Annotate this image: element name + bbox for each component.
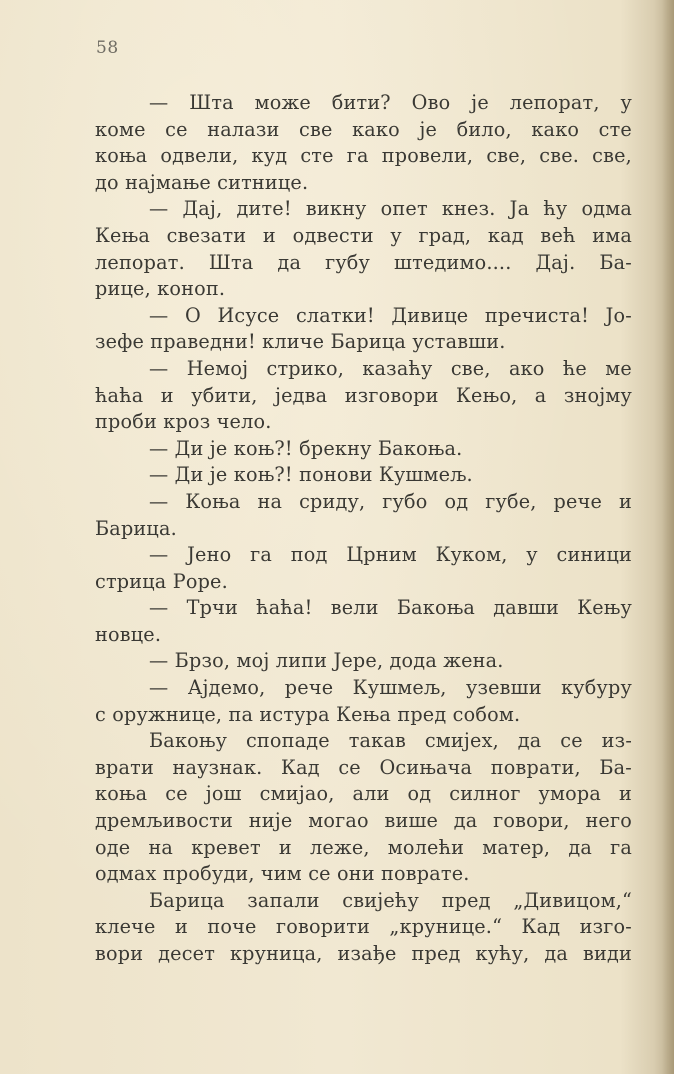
page-number: 58 [96, 38, 119, 58]
text-line: ћаћа и убити, једва изговори Кењо, а знојму [95, 383, 632, 407]
text-line: коња одвели, куд сте га провели, све, све. све, [95, 144, 632, 168]
text-line: Барица запали свијећу пред „Дивицом,“ [149, 888, 632, 912]
text-line: — Јено га под Црним Куком, у синици [149, 543, 632, 567]
text-line: — Трчи ћаћа! вели Бакоња давши Кењу [149, 596, 632, 620]
body-text [95, 90, 632, 968]
text-line: врати наузнак. Кад се Осињача поврати, Ба- [95, 755, 632, 779]
text-line: проби кроз чело. [95, 410, 272, 434]
text-line: лепорат. Шта да губу штедимо.... Дај. Ба- [95, 250, 632, 274]
text-line: Бакоњу спопаде такав смијех, да се из- [149, 729, 632, 753]
text-line: Барица. [95, 516, 177, 540]
text-line: — Коња на сриду, губо од губе, рече и [149, 489, 632, 513]
text-line: вори десет круница, изађе пред кућу, да види [95, 942, 632, 965]
text-line: — Шта може бити? Ово је лепорат, у [149, 91, 632, 114]
text-line: — Брзо, мој липи Јере, дода жена. [149, 649, 504, 673]
text-line: новце. [95, 622, 162, 646]
text-line: зефе праведни! кличе Барица уставши. [95, 330, 506, 354]
text-line: Кења свезати и одвести у град, кад већ има [95, 223, 632, 247]
text-line: одмах пробуди, чим се они поврате. [95, 862, 470, 886]
text-line: коња се још смијао, али од силног умора и [95, 782, 632, 806]
text-line: — Ајдемо, рече Кушмељ, узевши кубуру [149, 676, 632, 700]
text-line: с оружнице, па истура Кења пред собом. [95, 702, 521, 726]
text-line: до најмање ситнице. [95, 170, 309, 194]
page-edge-shadow [662, 0, 674, 1074]
text-line: — Ди је коњ?! брекну Бакоња. [149, 436, 463, 460]
text-line: — Ди је коњ?! понови Кушмељ. [149, 463, 473, 487]
text-line: рице, коноп. [95, 277, 226, 301]
text-line: дремљивости није могао више да говори, него [95, 809, 632, 833]
text-line: коме се налази све како је било, како сте [95, 117, 632, 141]
text-line: клече и поче говорити „крунице.“ Кад изго- [95, 915, 632, 939]
text-line: оде на кревет и леже, молећи матер, да га [95, 835, 632, 859]
text-line: — О Исусе слатки! Дивице пречиста! Јо- [149, 303, 632, 327]
text-line: — Немој стрико, казаћу све, ако ће ме [149, 356, 632, 380]
text-line: — Дај, дите! викну опет кнез. Ја ћу одма [149, 197, 632, 221]
text-line: стрица Роре. [95, 569, 228, 593]
